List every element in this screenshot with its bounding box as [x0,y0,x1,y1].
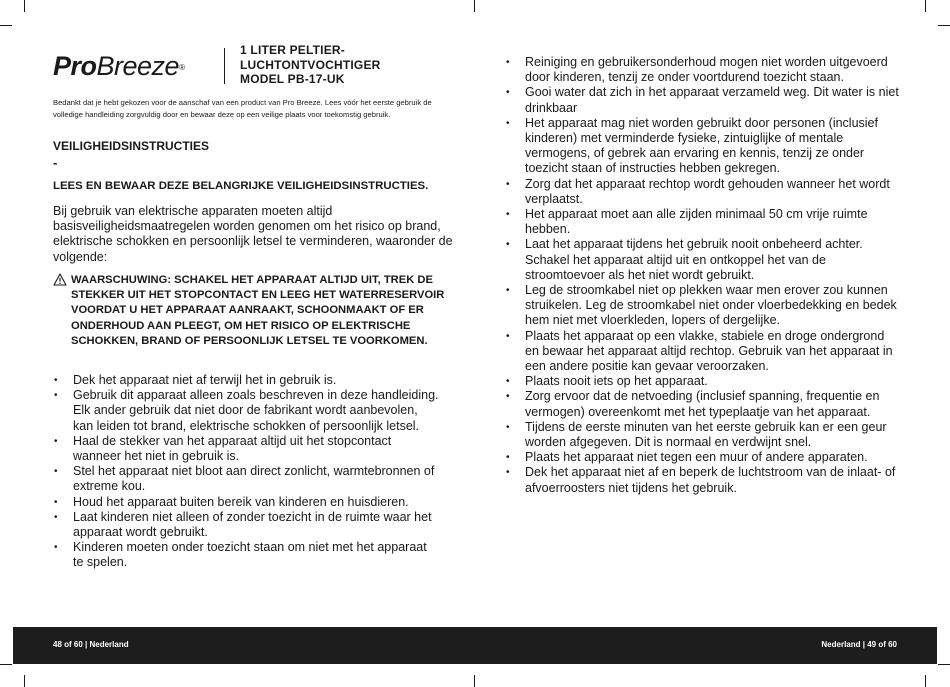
brand-logo-breeze: Breeze [96,51,180,81]
header-divider [224,48,225,84]
intro-text: Bedankt dat je hebt gekozen voor de aanschaf van een product van Pro Breeze. Lees vóór het eerste gebruik de volledige handleiding zorgvuldig door en bewaar deze op een veilige plaats voor toekomstig gebruik. [53,98,432,119]
list-item: • Gooi water dat zich in het apparaat verzameld weg. Dit water is niet drinkbaar [506,85,901,115]
crop-mark [474,675,475,687]
crop-mark [0,25,12,26]
list-item: • Laat het apparaat tijdens het gebruik nooit onbeheerd achter. Schakel het apparaat altijd uit en ontkoppel het van de stroomtoevoer als het niet wordt gebruikt. [506,237,901,283]
list-item: • Plaats het apparaat niet tegen een muur of andere apparaten. [506,450,901,465]
right-safety-list [506,55,901,496]
list-item: • Zorg ervoor dat de netvoeding (inclusief spanning, frequentie en vermogen) overeenkomt met het typeplaatje van het apparaat. [506,389,901,419]
crop-mark [474,0,475,12]
brand-logo-pro: Pro [53,51,97,81]
model-title-line: LUCHTONTVOCHTIGER [240,57,381,72]
safety-heading: VEILIGHEIDSINSTRUCTIES [53,139,210,153]
page-number-left: 48 of 60 | Nederland [53,640,129,649]
list-item: • Laat kinderen niet alleen of zonder toezicht in de ruimte waar het apparaat wordt gebruikt. [54,510,439,540]
list-item: • Reiniging en gebruikersonderhoud mogen niet worden uitgevoerd door kinderen, tenzij ze onder voortdurend toezicht staan. [506,55,901,85]
crop-mark [938,664,950,665]
list-item: • Zorg dat het apparaat rechtop wordt gehouden wanneer het wordt verplaatst. [506,177,901,207]
list-item: • Plaats nooit iets op het apparaat. [506,374,901,389]
crop-mark [925,0,926,12]
registered-mark: ® [179,63,185,72]
list-item: • Dek het apparaat niet af terwijl het in gebruik is. [54,373,439,388]
heading-dash: - [53,155,58,170]
list-item: • Het apparaat moet aan alle zijden minimaal 50 cm vrije ruimte hebben. [506,207,901,237]
intro-paragraph: Bij gebruik van elektrische apparaten moeten altijd basisveiligheidsmaatregelen worden genomen om het risico op brand, elektrische schokken en persoonlijk letsel te verminderen, waaronder de volgende: [53,204,453,264]
brand-logo [53,52,184,80]
crop-mark [24,0,25,12]
crop-mark [925,675,926,687]
list-item: • Leg de stroomkabel niet op plekken waar men erover zou kunnen struikelen. Leg de stroomkabel niet onder vloerbedekking en bedek hem niet met vloerkleden, lopers of dergelijke. [506,283,901,329]
list-item: • Stel het apparaat niet bloot aan direct zonlicht, warmtebronnen of extreme kou. [54,464,439,494]
crop-mark [938,25,950,26]
page-number-right: Nederland | 49 of 60 [821,640,897,649]
crop-mark [24,675,25,687]
model-title-line: 1 LITER PELTIER- [240,43,345,57]
warning-text: WAARSCHUWING: SCHAKEL HET APPARAAT ALTIJD UIT, TREK DE STEKKER UIT HET STOPCONTACT EN LEEG HET WATERRESERVOIR VOORDAT U HET APPARAAT AANRAAKT, SCHOONMAAKT OF ER ONDERHOUD AAN PLEEGT, OM HET RISICO OP ELEKTRISCHE SCHOKKEN, BRAND OF PERSOONLIJK LETSEL TE VOORKOMEN. [71,274,445,347]
warning-icon [53,273,67,286]
model-title-line: MODEL PB-17-UK [240,72,345,86]
list-item: • Haal de stekker van het apparaat altijd uit het stopcontact wanneer het niet in gebruik is. [54,434,439,464]
page-footer [13,627,937,664]
keep-instructions-heading: LEES EN BEWAAR DEZE BELANGRIJKE VEILIGHEIDSINSTRUCTIES. [53,180,429,192]
left-safety-list [54,373,439,571]
list-item: • Kinderen moeten onder toezicht staan om niet met het apparaat te spelen. [54,540,439,570]
list-item: • Gebruik dit apparaat alleen zoals beschreven in deze handleiding. Elk ander gebruik dat niet door de fabrikant wordt aanbevolen, kan leiden tot brand, elektrische schokken of persoonlijk letsel. [54,388,439,434]
list-item: • Tijdens de eerste minuten van het eerste gebruik kan er een geur worden afgegeven. Dit is normaal en verdwijnt snel. [506,420,901,450]
list-item: • Dek het apparaat niet af en beperk de luchtstroom van de inlaat- of afvoerroosters niet tijdens het gebruik. [506,465,901,495]
list-item: • Plaats het apparaat op een vlakke, stabiele en droge ondergrond en bewaar het apparaat altijd rechtop. Gebruik van het apparaat in een andere positie kan gevaar veroorzaken. [506,329,901,375]
model-title [240,43,381,87]
list-item: • Houd het apparaat buiten bereik van kinderen en huisdieren. [54,495,439,510]
crop-mark [0,664,12,665]
list-item: • Het apparaat mag niet worden gebruikt door personen (inclusief kinderen) met verminderde fysieke, zintuiglijke of mentale vermogens, of gebrek aan ervaring en kennis, tenzij ze onder toezicht staan of instructies hebben gekregen. [506,116,901,177]
